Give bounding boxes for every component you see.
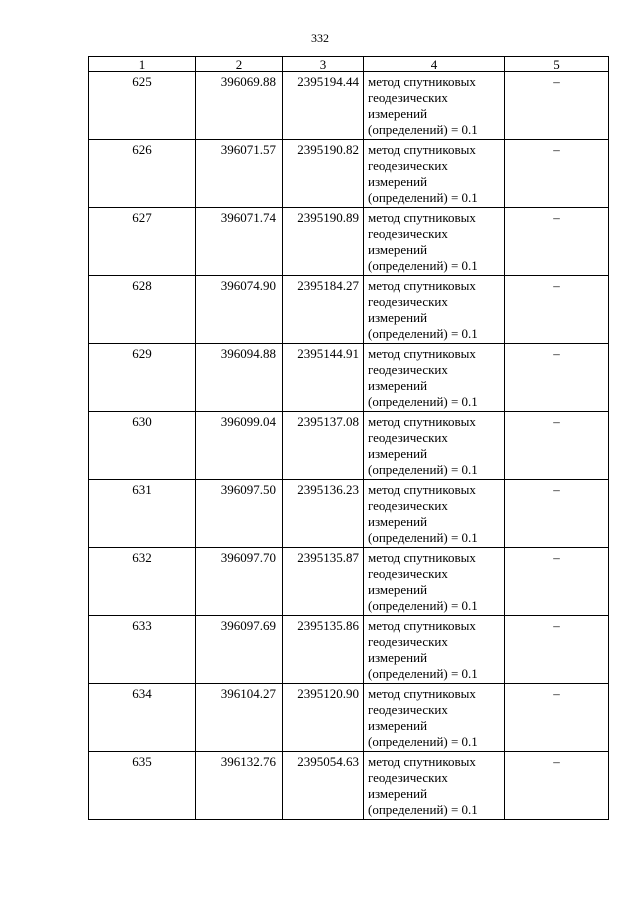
- method-text-line: (определений) = 0.1: [368, 598, 478, 613]
- column-header: 3: [283, 57, 364, 72]
- method-text-line: измерений: [368, 650, 428, 665]
- method-cell: [364, 344, 505, 412]
- x-coordinate-cell: 396099.04: [196, 412, 283, 480]
- x-coordinate-cell: 396074.90: [196, 276, 283, 344]
- x-coordinate-cell: 396097.70: [196, 548, 283, 616]
- x-coordinate-cell: 396094.88: [196, 344, 283, 412]
- method-text-line: измерений: [368, 242, 428, 257]
- method-text-line: (определений) = 0.1: [368, 122, 478, 137]
- y-coordinate-cell: 2395054.63: [283, 752, 364, 820]
- table-row: [89, 72, 609, 140]
- method-text-line: метод спутниковых: [368, 142, 476, 157]
- y-coordinate-cell: 2395136.23: [283, 480, 364, 548]
- method-cell: [364, 752, 505, 820]
- point-number-cell: 630: [89, 412, 196, 480]
- method-text-line: геодезических: [368, 90, 448, 105]
- method-text-line: измерений: [368, 718, 428, 733]
- note-cell: –: [505, 684, 609, 752]
- method-text-line: измерений: [368, 378, 428, 393]
- table-row: [89, 412, 609, 480]
- point-number-cell: 634: [89, 684, 196, 752]
- note-cell: –: [505, 480, 609, 548]
- column-header: 4: [364, 57, 505, 72]
- note-cell: –: [505, 276, 609, 344]
- note-cell: –: [505, 140, 609, 208]
- method-text-line: измерений: [368, 106, 428, 121]
- y-coordinate-cell: 2395144.91: [283, 344, 364, 412]
- x-coordinate-cell: 396132.76: [196, 752, 283, 820]
- point-number-cell: 626: [89, 140, 196, 208]
- method-text-line: метод спутниковых: [368, 414, 476, 429]
- x-coordinate-cell: 396069.88: [196, 72, 283, 140]
- method-cell: [364, 412, 505, 480]
- y-coordinate-cell: 2395135.86: [283, 616, 364, 684]
- method-text-line: измерений: [368, 786, 428, 801]
- method-text-line: геодезических: [368, 362, 448, 377]
- table-row: [89, 616, 609, 684]
- method-text-line: геодезических: [368, 294, 448, 309]
- y-coordinate-cell: 2395190.89: [283, 208, 364, 276]
- note-cell: –: [505, 412, 609, 480]
- table-row: [89, 548, 609, 616]
- table-body: [89, 72, 609, 820]
- method-text-line: геодезических: [368, 226, 448, 241]
- y-coordinate-cell: 2395135.87: [283, 548, 364, 616]
- point-number-cell: 635: [89, 752, 196, 820]
- x-coordinate-cell: 396104.27: [196, 684, 283, 752]
- method-text-line: геодезических: [368, 158, 448, 173]
- method-cell: [364, 208, 505, 276]
- y-coordinate-cell: 2395120.90: [283, 684, 364, 752]
- method-text-line: измерений: [368, 514, 428, 529]
- table-row: [89, 208, 609, 276]
- method-text-line: метод спутниковых: [368, 210, 476, 225]
- table-row: [89, 752, 609, 820]
- method-text-line: метод спутниковых: [368, 754, 476, 769]
- method-cell: [364, 616, 505, 684]
- method-text-line: геодезических: [368, 430, 448, 445]
- method-text-line: измерений: [368, 174, 428, 189]
- method-text-line: метод спутниковых: [368, 618, 476, 633]
- method-text-line: геодезических: [368, 634, 448, 649]
- method-text-line: метод спутниковых: [368, 346, 476, 361]
- point-number-cell: 632: [89, 548, 196, 616]
- method-text-line: (определений) = 0.1: [368, 394, 478, 409]
- table-row: [89, 140, 609, 208]
- x-coordinate-cell: 396097.69: [196, 616, 283, 684]
- x-coordinate-cell: 396071.57: [196, 140, 283, 208]
- method-text-line: (определений) = 0.1: [368, 462, 478, 477]
- method-text-line: (определений) = 0.1: [368, 326, 478, 341]
- method-text-line: геодезических: [368, 566, 448, 581]
- method-cell: [364, 548, 505, 616]
- method-text-line: метод спутниковых: [368, 278, 476, 293]
- method-text-line: (определений) = 0.1: [368, 802, 478, 817]
- page-number: 332: [311, 31, 329, 45]
- method-text-line: (определений) = 0.1: [368, 666, 478, 681]
- point-number-cell: 633: [89, 616, 196, 684]
- method-cell: [364, 276, 505, 344]
- method-text-line: метод спутниковых: [368, 74, 476, 89]
- method-cell: [364, 480, 505, 548]
- note-cell: –: [505, 752, 609, 820]
- method-cell: [364, 140, 505, 208]
- method-text-line: (определений) = 0.1: [368, 734, 478, 749]
- method-text-line: метод спутниковых: [368, 686, 476, 701]
- method-text-line: метод спутниковых: [368, 482, 476, 497]
- point-number-cell: 629: [89, 344, 196, 412]
- point-number-cell: 631: [89, 480, 196, 548]
- note-cell: –: [505, 208, 609, 276]
- point-number-cell: 625: [89, 72, 196, 140]
- x-coordinate-cell: 396097.50: [196, 480, 283, 548]
- note-cell: –: [505, 616, 609, 684]
- method-cell: [364, 72, 505, 140]
- note-cell: –: [505, 72, 609, 140]
- method-text-line: (определений) = 0.1: [368, 258, 478, 273]
- column-header: 1: [89, 57, 196, 72]
- table-header-row: [89, 57, 609, 72]
- method-text-line: метод спутниковых: [368, 550, 476, 565]
- method-text-line: измерений: [368, 446, 428, 461]
- table-row: [89, 480, 609, 548]
- point-number-cell: 627: [89, 208, 196, 276]
- coordinates-table: [88, 56, 609, 820]
- column-header: 5: [505, 57, 609, 72]
- point-number-cell: 628: [89, 276, 196, 344]
- method-text-line: измерений: [368, 582, 428, 597]
- note-cell: –: [505, 548, 609, 616]
- method-cell: [364, 684, 505, 752]
- table-row: [89, 344, 609, 412]
- y-coordinate-cell: 2395194.44: [283, 72, 364, 140]
- method-text-line: измерений: [368, 310, 428, 325]
- method-text-line: геодезических: [368, 498, 448, 513]
- table-row: [89, 276, 609, 344]
- y-coordinate-cell: 2395190.82: [283, 140, 364, 208]
- x-coordinate-cell: 396071.74: [196, 208, 283, 276]
- method-text-line: геодезических: [368, 702, 448, 717]
- column-header: 2: [196, 57, 283, 72]
- method-text-line: (определений) = 0.1: [368, 530, 478, 545]
- method-text-line: геодезических: [368, 770, 448, 785]
- note-cell: –: [505, 344, 609, 412]
- method-text-line: (определений) = 0.1: [368, 190, 478, 205]
- table-row: [89, 684, 609, 752]
- y-coordinate-cell: 2395137.08: [283, 412, 364, 480]
- y-coordinate-cell: 2395184.27: [283, 276, 364, 344]
